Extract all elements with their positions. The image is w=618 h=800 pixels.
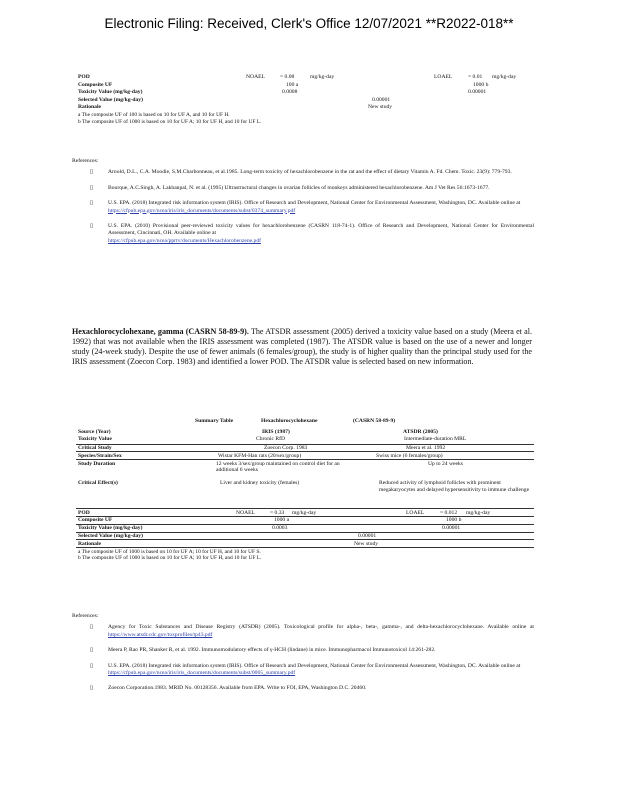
study-duration-label: Study Duration (78, 460, 116, 467)
bullet-icon: ▯ (90, 647, 94, 654)
noael-unit: mg/kg-day (310, 74, 335, 80)
toxicity-value-2: 0.00001 (442, 525, 461, 532)
paragraph-body: The ATSDR assessment (2005) derived a toxicity value based on a study (Meera et al. 1992) that was not available when the IRIS assessment was completed (1987). The ATSDR value is based on the use of a newer and longer study (24-week study). Despite the use of fewer animals (6 females/group), the study is of higher quality than the principal study used for the IRIS assessment (Zoecon Corp. 1983) and identified a lower POD. The ATSDR value is selected based on new information. (72, 327, 532, 367)
composite-uf-label: Composite UF (78, 81, 113, 88)
composite-uf-2: 1000 b (446, 517, 462, 524)
reference-link[interactable]: https://cfpub.epa.gov/ncea/iris/iris_documents/documents/subst/0374_summary.pdf (108, 207, 296, 214)
toxicity-value-label: Toxicity Value (mg/kg-day) (78, 89, 143, 96)
composite-uf-1: 1000 a (274, 517, 290, 524)
noael-label: NOAEL (246, 74, 265, 80)
bullet-icon: ▯ (90, 169, 94, 176)
reference-item (72, 223, 534, 245)
rationale-label: Rationale (78, 540, 101, 547)
noael-unit: mg/kg-day (292, 509, 317, 516)
composite-uf-2: 1000 b (473, 81, 489, 88)
critical-effects-1: Liver and kidney toxicity (females) (220, 480, 300, 487)
noael-value: = 0.33 (270, 509, 285, 516)
reference-item (72, 647, 534, 654)
noael-label: NOAEL (236, 509, 255, 516)
filing-header: Electronic Filing: Received, Clerk's Office 12/07/2021 **R2022-018** (104, 16, 514, 31)
references-label: References: (72, 613, 99, 619)
study-duration-2: Up to 24 weeks (428, 460, 463, 467)
reference-item (72, 169, 534, 176)
critical-effects-2: Reduced activity of lymphoid follicles with prominent megakaryocytes and delayed hypersensitivity to immune challenge (379, 480, 530, 493)
source-1: IRIS (1987) (262, 428, 290, 435)
critical-study-label: Critical Study (78, 445, 112, 452)
summary-title-chemical: Hexachlorocyclohexane (261, 418, 318, 424)
footnote-a: a The composite UF of 1000 is based on 10 for UF A; 10 for UF H, and 10 for UF S. (78, 548, 261, 555)
references-list-2 (72, 613, 534, 701)
references-label: References: (72, 158, 99, 164)
reference-text: Bourque, A.C.Singh, A. Lakhanpal, N. et al. (1995) Ultrastructural changes in ovarian follicles of monkeys administered hexachlorobenzene. Am J Vet Res 56:1673-1677. (108, 184, 490, 191)
reference-item (72, 685, 534, 692)
loael-label: LOAEL (434, 74, 453, 80)
toxicity-type-1: Chronic RfD (256, 436, 286, 443)
toxicity-type-2: Intermediate-duration MRL (404, 436, 467, 443)
species-2: Swiss mice (6 females/group) (376, 452, 443, 459)
reference-text: Meera P, Rao PR, Shanker R, et al. 1992. Immunomodulatory effects of γ-HCH (lindane) in mice. Immunopharmacol Immunotoxicol 14:261-282. (108, 647, 436, 654)
hch-paragraph (72, 327, 532, 367)
noael-value: = 0.08 (280, 74, 295, 80)
reference-text: Zoecon Corporation.1983. MRID No. 00128356. Available from EPA. Write to FOI, EPA, Washington D.C. 20460. (108, 685, 367, 692)
selected-value: 0.00001 (358, 533, 377, 540)
footnote-a: a The composite UF of 100 is based on 10 for UF A, and 10 for UF H. (78, 111, 230, 118)
bullet-icon: ▯ (90, 662, 94, 669)
summary-title-label: Summary Table (195, 418, 234, 424)
species-1: Wistar KFM-Han rats (20/sex/group) (218, 452, 302, 459)
critical-study-1: Zoecon Corp. 1983 (264, 445, 308, 452)
reference-text: Agency for Toxic Substances and Disease Registry (ATSDR) (2005). Toxicological profile for alpha-, beta-, gamma-, and delta-hexachlorocyclohexane. Available online at (108, 624, 534, 631)
toxicity-type-label: Toxicity Value (78, 436, 112, 443)
paragraph-title: Hexachlorocyclohexane, gamma (CASRN 58-89-9). (72, 327, 249, 336)
footnote-b: b The composite UF of 1000 is based on 10 for UF A; 10 for UF H, and 10 for UF L. (78, 118, 262, 125)
references-list-1 (72, 158, 534, 253)
composite-uf-label: Composite UF (78, 517, 113, 524)
toxicity-value-1: 0.0003 (272, 525, 288, 532)
reference-text: U.S. EPA. (2018) Integrated risk information system (IRIS). Office of Research and Development, National Center for Environmental Assessment, Washington, DC. Available online at (108, 200, 521, 207)
source-2: ATSDR (2005) (403, 428, 438, 435)
bullet-icon: ▯ (90, 223, 94, 230)
reference-link[interactable]: https://cfpub.epa.gov/ncea/pprtv/documents/Hexachlorobenzene.pdf (108, 237, 262, 244)
reference-link[interactable]: https://www.atsdr.cdc.gov/toxprofiles/tp43.pdf (108, 631, 213, 638)
loael-unit: mg/kg-day (492, 74, 517, 80)
selected-value-label: Selected Value (mg/kg-day) (78, 533, 143, 540)
reference-text: U.S. EPA. (2018) Integrated risk information system (IRIS). Office of Research and Development, National Center for Environmental Assessment, Washington, DC. Available online at (108, 662, 521, 669)
bullet-icon: ▯ (90, 200, 94, 207)
bullet-icon: ▯ (90, 685, 94, 692)
footnote-b: b The composite UF of 1000 is based on 10 for UF A; 10 for UF H, and 10 for UF L. (78, 555, 262, 562)
pod-label: POD (78, 509, 90, 516)
species-label: Species/Strain/Sex (78, 452, 122, 459)
loael-unit: mg/kg-day (466, 509, 491, 516)
rationale-label: Rationale (78, 104, 101, 111)
loael-label: LOAEL (406, 509, 425, 516)
critical-study-2: Meera et al. 1992 (406, 445, 446, 452)
study-duration-1: 12 weeks 3/sex/group maintained on control diet for an additional 6 weeks (216, 460, 340, 474)
reference-link[interactable]: https://cfpub.epa.gov/ncea/iris/iris_documents/documents/subst/0065_summary.pdf (108, 670, 296, 677)
bullet-icon: ▯ (90, 624, 94, 631)
rationale-value: New study (368, 104, 393, 111)
summary-table-hch (76, 428, 534, 563)
selected-value-label: Selected Value (mg/kg-day) (78, 96, 143, 103)
reference-item (72, 663, 534, 678)
bullet-icon: ▯ (90, 184, 94, 191)
critical-effects-label: Critical Effect(s) (78, 480, 118, 487)
reference-text: Arnold, D.L., C.A. Moodie, S.M.Charbonneau, et al.1985. Long-term toxicity of hexachlorobenzene in the rat and the effect of dietary Vitamin A. Fd. Chem. Toxic. 23(9): 779-793. (108, 169, 512, 176)
loael-value: = 0.012 (440, 509, 458, 516)
reference-item (72, 185, 534, 192)
rationale-value: New study (354, 540, 379, 547)
reference-item (72, 200, 534, 215)
source-label: Source (Year) (78, 428, 111, 435)
selected-value: 0.00001 (372, 96, 391, 103)
reference-item (72, 624, 534, 639)
toxicity-value-2: 0.00001 (468, 89, 487, 96)
toxicity-value-label: Toxicity Value (mg/kg-day) (78, 525, 143, 532)
summary-title-casrn: (CASRN 58-89-9) (353, 418, 396, 424)
loael-value: = 0.01 (468, 74, 483, 80)
reference-text: U.S. EPA. (2010) Provisional peer-reviewed toxicity values for hexachlorobenzene (CASRN 118-74-1). Office of Research and Development, National Center for Environmental Assessment, Cincinnati, OH. Available online at (108, 223, 534, 237)
composite-uf-1: 100 a (286, 81, 299, 88)
toxicity-value-1: 0.0008 (282, 89, 298, 96)
summary-table-hexachlorobenzene (78, 74, 540, 126)
pod-label: POD (78, 74, 90, 80)
